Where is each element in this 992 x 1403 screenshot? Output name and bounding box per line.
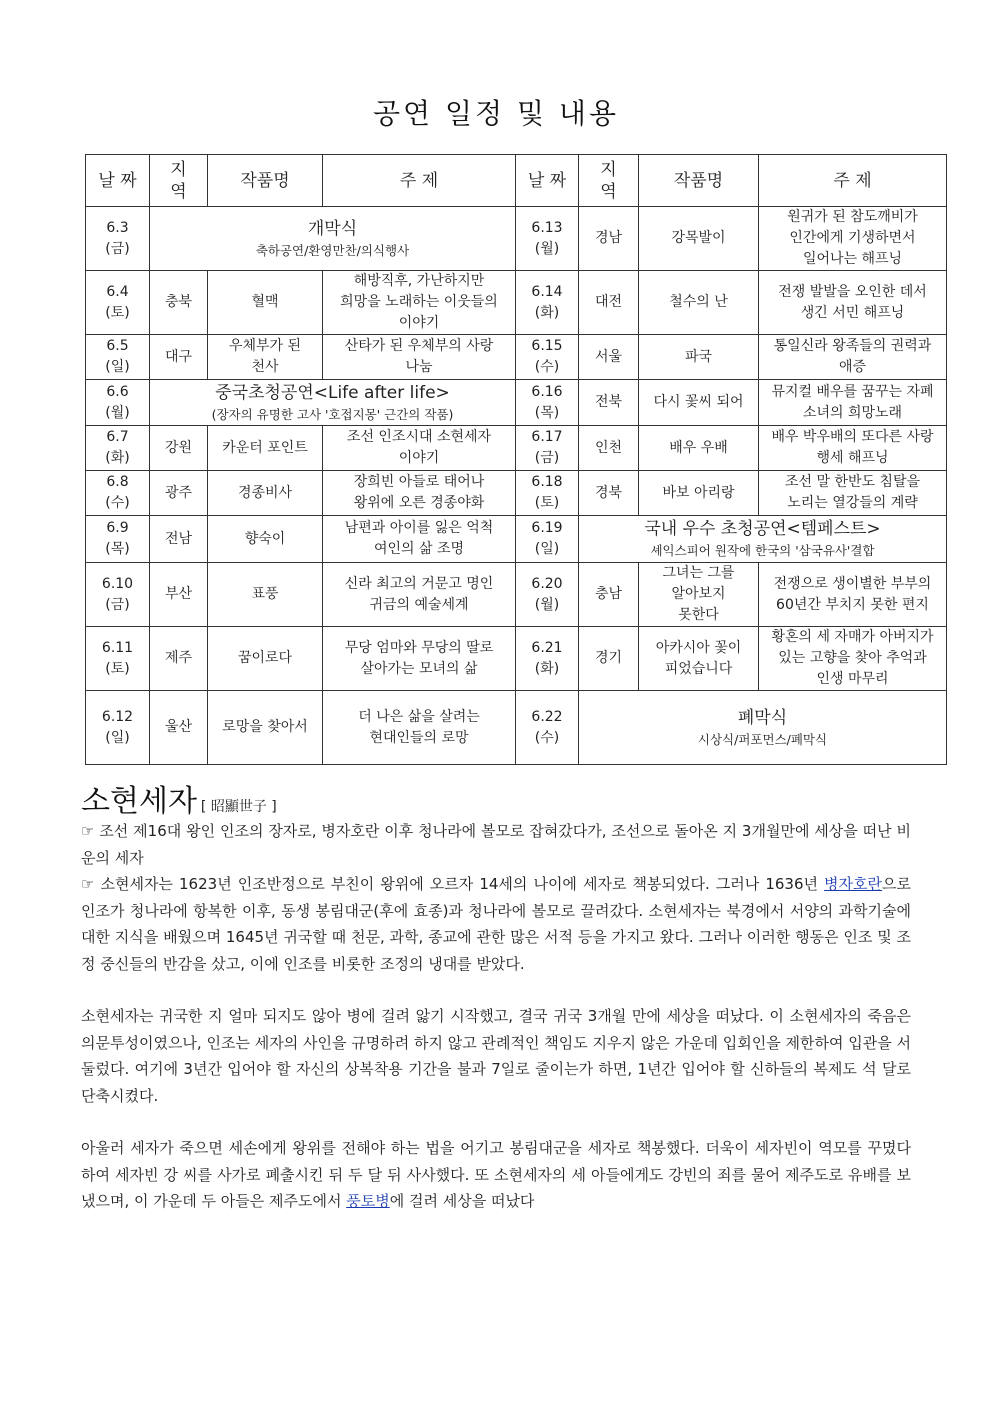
date-cell <box>516 691 579 765</box>
event-title: 폐막식 <box>737 707 788 728</box>
table-row <box>86 271 947 335</box>
date-cell-text: 6.11 (토) <box>101 639 134 677</box>
region-cell <box>150 471 208 516</box>
event-title: 중국초청공연<Life after life> <box>215 382 450 403</box>
work-cell <box>208 471 323 516</box>
region-cell <box>579 563 639 627</box>
region-cell <box>579 380 639 426</box>
theme-cell-text: 무당 엄마와 무당의 딸로 살아가는 모녀의 삶 <box>344 639 494 677</box>
theme-cell <box>759 335 947 380</box>
region-cell <box>150 271 208 335</box>
work-cell <box>639 471 759 516</box>
event-subtitle: 시상식/퍼포먼스/폐막식 <box>697 731 828 747</box>
region-cell-text: 서울 <box>594 348 623 365</box>
theme-cell-text: 통일신라 왕족들의 권력과 애증 <box>773 338 932 375</box>
theme-cell-text: 조선 인조시대 소현세자 이야기 <box>346 429 492 466</box>
table-row <box>86 691 947 765</box>
paragraph-3: 소현세자는 귀국한 지 얼마 되지도 않아 병에 걸려 앓기 시작했고, 결국 귀국 3개월 만에 세상을 떠났다. 이 소현세자의 죽음은 의문투성이였으나, 인조는 세자의 사인을 규명하려 하지 않고 관례적인 책임도 지우지 않은 가운데 입회인을 제한하여 입관을 서둘렀다. 여기에 3년간 입어야 할 자신의 상복착용 기간을 불과 7일로 줄이는가 하면, 1년간 입어야 할 신하들의 복제도 석 달로 단축시켰다. <box>81 1007 911 1105</box>
work-cell-text: 로망을 찾아서 <box>222 719 308 735</box>
work-cell-text: 경종비사 <box>237 484 293 501</box>
work-cell <box>208 516 323 563</box>
region-cell <box>579 426 639 471</box>
work-cell-text: 철수의 난 <box>669 294 728 310</box>
table-row <box>86 426 947 471</box>
theme-cell <box>759 426 947 471</box>
work-cell <box>208 335 323 380</box>
region-cell <box>150 563 208 627</box>
theme-cell-text: 남편과 아이를 잃은 억척 여인의 삶 조명 <box>344 520 494 557</box>
date-cell <box>516 426 579 471</box>
date-cell-text: 6.6 (월) <box>105 383 130 421</box>
theme-cell <box>759 627 947 691</box>
theme-cell <box>759 563 947 627</box>
header-region-label: 지 역 <box>170 159 187 202</box>
paragraph-gap <box>81 977 911 1003</box>
theme-cell-text: 배우 박우배의 또다른 사랑 행세 해프닝 <box>771 429 934 466</box>
date-cell-text: 6.5 (일) <box>105 338 130 375</box>
date-cell-text: 6.4 (토) <box>105 283 130 321</box>
region-cell-text: 대전 <box>594 294 623 310</box>
theme-cell-text: 산타가 된 우체부의 사랑 나눔 <box>344 338 494 375</box>
work-cell <box>639 426 759 471</box>
work-cell <box>639 627 759 691</box>
theme-cell <box>323 627 516 691</box>
header-work: 작품명 <box>639 155 759 207</box>
date-cell-text: 6.16 (목) <box>531 383 563 421</box>
work-cell-text: 아카시아 꽃이 피었습니다 <box>655 639 742 677</box>
region-cell-text: 부산 <box>164 586 193 602</box>
date-cell-text: 6.3 (금) <box>105 219 130 257</box>
table-row <box>86 516 947 563</box>
date-cell-text: 6.12 (일) <box>101 708 134 746</box>
theme-cell-text: 원귀가 된 참도깨비가 인간에게 기생하면서 일어나는 해프닝 <box>787 209 918 267</box>
theme-cell <box>759 207 947 271</box>
event-span-cell <box>579 516 947 563</box>
region-cell-text: 광주 <box>164 484 193 501</box>
work-cell-text: 다시 꽃씨 되어 <box>653 394 744 410</box>
theme-cell-text: 전쟁 발발을 오인한 데서 생긴 서민 해프닝 <box>778 283 927 321</box>
page-title: 공연 일정 및 내용 <box>372 97 620 130</box>
work-cell-text: 바보 아리랑 <box>662 484 735 501</box>
event-span-cell <box>150 380 516 426</box>
date-cell <box>516 380 579 426</box>
region-cell-text: 전남 <box>164 530 193 547</box>
date-cell-text: 6.9 (목) <box>105 520 130 557</box>
paragraph-4-text-b: 에 걸려 세상을 떠났다 <box>389 1192 535 1210</box>
region-cell-text: 경북 <box>594 484 623 501</box>
region-cell <box>579 271 639 335</box>
region-cell <box>150 335 208 380</box>
table-row <box>86 471 947 516</box>
event-subtitle: 축하공연/환영만찬/의식행사 <box>255 242 410 258</box>
work-cell-text: 파국 <box>684 348 713 365</box>
table-row <box>86 335 947 380</box>
theme-cell <box>323 335 516 380</box>
theme-cell-text: 황혼의 세 자매가 아버지가 있는 고향을 찾아 추억과 인생 마무리 <box>771 629 934 687</box>
work-cell <box>639 380 759 426</box>
date-cell <box>86 691 150 765</box>
date-cell <box>86 516 150 563</box>
header-theme: 주 제 <box>323 155 516 207</box>
event-span-cell <box>579 691 947 765</box>
paragraph-2-text-b: 으로 인조가 청나라에 항복한 이후, 동생 봉림대군(후에 효종)과 청나라에 볼모로 끌려갔다. 소현세자는 북경에서 서양의 과학기술에 대한 지식을 배웠으며 1645년 귀국할 때 천문, 과학, 종교에 관한 많은 서적 등을 가지고 왔다. 그러나 이러한 행동은 인조 및 조정 중신들의 반감을 샀고, 이에 인조를 비롯한 조정의 냉대를 받았다. <box>81 875 911 973</box>
header-region <box>150 155 208 207</box>
date-cell-text: 6.10 (금) <box>101 575 134 613</box>
date-cell-text: 6.18 (토) <box>531 474 563 511</box>
date-cell-text: 6.7 (화) <box>105 429 130 466</box>
paragraph-2 <box>81 871 911 977</box>
theme-cell-text: 장희빈 아들로 태어나 왕위에 오른 경종야화 <box>353 474 485 511</box>
theme-cell <box>759 380 947 426</box>
region-cell-text: 제주 <box>164 650 193 666</box>
theme-cell-text: 해방직후, 가난하지만 희망을 노래하는 이웃들의 이야기 <box>340 273 498 331</box>
region-cell-text: 전북 <box>594 394 623 410</box>
paragraph-gap <box>81 1109 911 1135</box>
work-cell <box>208 691 323 765</box>
work-cell-text: 우체부가 된 천사 <box>228 338 302 375</box>
date-cell-text: 6.22 (수) <box>531 708 563 746</box>
region-cell-text: 울산 <box>164 719 193 735</box>
work-cell <box>639 563 759 627</box>
work-cell-text: 카운터 포인트 <box>222 439 308 456</box>
region-cell-text: 충남 <box>594 586 623 602</box>
table-row <box>86 207 947 271</box>
header-date: 날 짜 <box>516 155 579 207</box>
theme-cell <box>323 563 516 627</box>
table-header-row <box>86 155 947 207</box>
region-cell <box>579 335 639 380</box>
date-cell <box>86 380 150 426</box>
article-body <box>81 818 911 1215</box>
date-cell-text: 6.21 (화) <box>531 639 563 677</box>
header-date: 날 짜 <box>86 155 150 207</box>
date-cell <box>516 563 579 627</box>
paragraph-4 <box>81 1135 911 1215</box>
event-span-cell <box>150 207 516 271</box>
region-cell-text: 경남 <box>594 230 623 246</box>
work-cell <box>639 207 759 271</box>
date-cell-text: 6.19 (일) <box>531 520 563 557</box>
work-cell <box>639 335 759 380</box>
theme-cell <box>759 471 947 516</box>
work-cell <box>208 627 323 691</box>
theme-cell-text: 조선 말 한반도 침탈을 노리는 열강들의 계략 <box>784 474 921 511</box>
date-cell <box>516 627 579 691</box>
header-region <box>579 155 639 207</box>
event-title: 개막식 <box>307 218 358 239</box>
section-hanja: [ 昭顯世子 ] <box>200 799 277 815</box>
date-cell-text: 6.8 (수) <box>105 474 130 511</box>
link-byeongja-horan[interactable]: 병자호란 <box>824 875 883 893</box>
work-cell <box>208 426 323 471</box>
region-cell-text: 대구 <box>164 348 193 365</box>
region-cell-text: 강원 <box>164 439 193 456</box>
theme-cell-text: 신라 최고의 거문고 명인 귀금의 예술세계 <box>344 575 494 613</box>
event-subtitle: 셰익스피어 원작에 한국의 '삼국유사'결합 <box>650 543 875 558</box>
date-cell <box>86 335 150 380</box>
date-cell-text: 6.15 (수) <box>531 338 563 375</box>
event-title: 국내 우수 초청공연<템페스트> <box>644 519 881 539</box>
schedule-table <box>85 154 947 765</box>
region-cell <box>150 516 208 563</box>
paragraph-4-text-a: 아울러 세자가 죽으면 세손에게 왕위를 전해야 하는 법을 어기고 봉림대군을 세자로 책봉했다. 더욱이 세자빈이 역모를 꾸몄다 하여 세자빈 강 씨를 사가로 폐출시킨 뒤 두 달 뒤 사사했다. 또 소현세자의 세 아들에게도 강빈의 죄를 물어 제주도로 유배를 보냈으며, 이 가운데 두 아들은 제주도에서 <box>81 1139 911 1210</box>
theme-cell <box>323 271 516 335</box>
region-cell-text: 경기 <box>594 650 623 666</box>
region-cell <box>579 627 639 691</box>
date-cell-text: 6.13 (월) <box>531 219 563 257</box>
theme-cell-text: 뮤지컬 배우를 꿈꾸는 자폐 소녀의 희망노래 <box>771 383 934 421</box>
work-cell-text: 그녀는 그를 알아보지 못한다 <box>662 565 735 623</box>
event-subtitle: (장자의 유명한 고사 '호접지몽' 근간의 작품) <box>211 406 454 422</box>
date-cell <box>86 426 150 471</box>
date-cell <box>86 471 150 516</box>
work-cell-text: 혈맥 <box>251 294 279 310</box>
theme-cell <box>323 426 516 471</box>
work-cell <box>639 271 759 335</box>
date-cell <box>516 471 579 516</box>
date-cell <box>86 271 150 335</box>
date-cell <box>516 516 579 563</box>
date-cell <box>86 207 150 271</box>
theme-cell-text: 더 나은 삶을 살려는 현대인들의 로망 <box>358 708 480 746</box>
date-cell <box>516 207 579 271</box>
header-region-label: 지 역 <box>600 159 617 202</box>
date-cell <box>86 627 150 691</box>
section-title-text: 소현세자 <box>81 784 197 819</box>
section-title <box>81 776 277 820</box>
paragraph-1: ☞ 조선 제16대 왕인 인조의 장자로, 병자호란 이후 청나라에 볼모로 잡혀갔다가, 조선으로 돌아온 지 3개월만에 세상을 떠난 비운의 세자 <box>81 822 911 867</box>
date-cell-text: 6.17 (금) <box>531 429 563 466</box>
region-cell <box>579 207 639 271</box>
work-cell-text: 꿈이로다 <box>237 650 293 666</box>
work-cell-text: 배우 우배 <box>669 439 728 456</box>
work-cell-text: 향숙이 <box>244 530 286 547</box>
work-cell-text: 표풍 <box>251 586 279 602</box>
theme-cell <box>323 691 516 765</box>
header-theme: 주 제 <box>759 155 947 207</box>
table-row <box>86 380 947 426</box>
table-row <box>86 627 947 691</box>
theme-cell <box>759 271 947 335</box>
date-cell-text: 6.14 (화) <box>531 283 563 321</box>
theme-cell-text: 전쟁으로 생이별한 부부의 60년간 부치지 못한 편지 <box>773 575 932 613</box>
region-cell <box>150 691 208 765</box>
date-cell <box>86 563 150 627</box>
region-cell <box>579 471 639 516</box>
work-cell-text: 강목발이 <box>671 230 726 246</box>
header-work: 작품명 <box>208 155 323 207</box>
work-cell <box>208 271 323 335</box>
region-cell <box>150 426 208 471</box>
link-pungtobyeong[interactable]: 풍토병 <box>346 1192 390 1210</box>
theme-cell <box>323 516 516 563</box>
date-cell-text: 6.20 (월) <box>531 575 563 613</box>
date-cell <box>516 271 579 335</box>
region-cell-text: 인천 <box>594 439 623 456</box>
date-cell <box>516 335 579 380</box>
work-cell <box>208 563 323 627</box>
region-cell <box>150 627 208 691</box>
theme-cell <box>323 471 516 516</box>
region-cell-text: 충북 <box>164 294 193 310</box>
table-row <box>86 563 947 627</box>
paragraph-2-text-a: ☞ 소현세자는 1623년 인조반정으로 부친이 왕위에 오르자 14세의 나이에 세자로 책봉되었다. 그러나 1636년 <box>81 875 825 893</box>
